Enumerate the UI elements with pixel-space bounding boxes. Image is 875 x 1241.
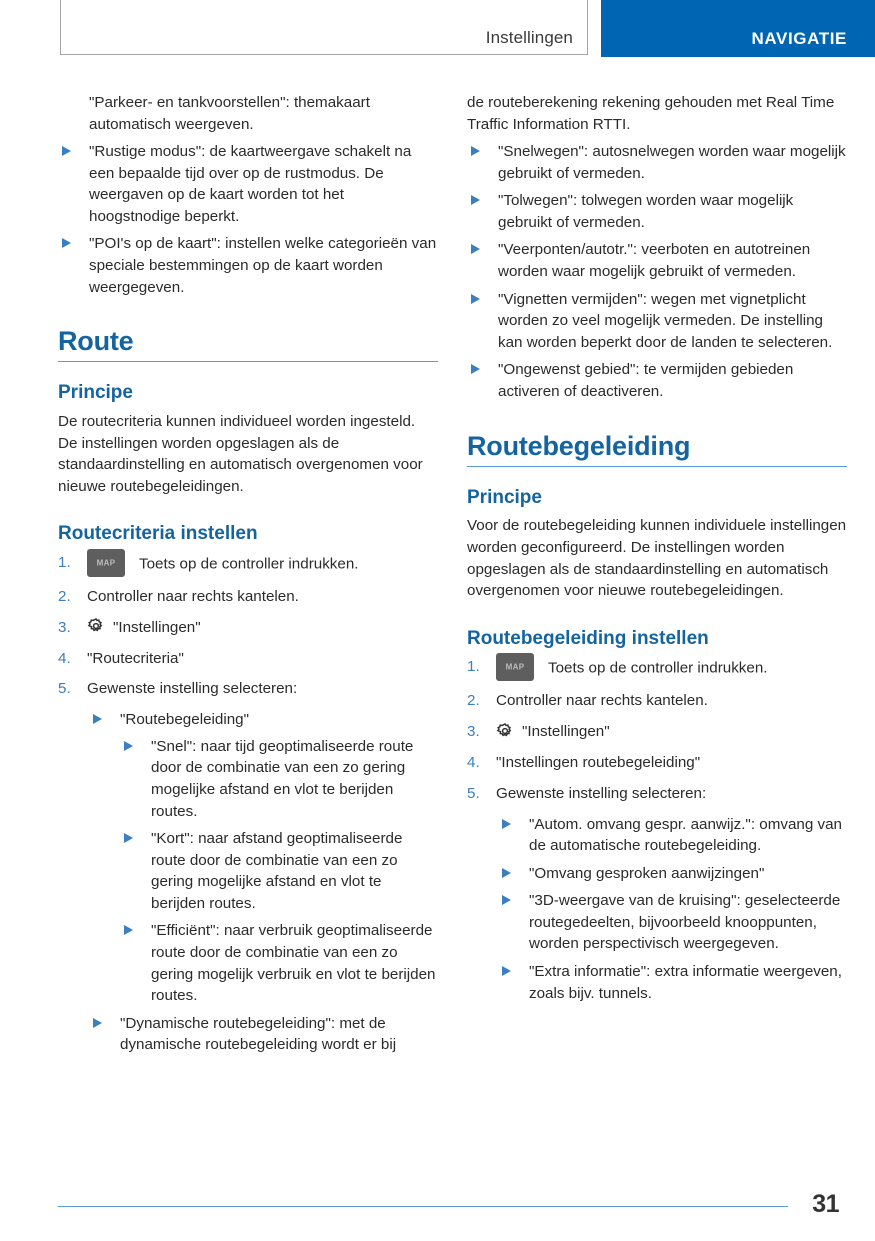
page-footer — [0, 1171, 875, 1241]
triangle-bullet-icon — [124, 833, 133, 843]
list-item — [498, 890, 847, 955]
step-item — [467, 721, 847, 743]
step-item — [467, 752, 847, 774]
map-key-label: MAP — [96, 558, 116, 568]
triangle-bullet-icon — [471, 364, 480, 374]
step-item — [467, 783, 847, 805]
page-header — [0, 0, 875, 58]
step-item — [467, 656, 847, 681]
step-item — [58, 648, 438, 670]
triangle-bullet-icon — [502, 966, 511, 976]
list-item-text: "Parkeer- en tankvoorstellen": themakaart automatisch weergeven. — [89, 94, 370, 133]
list-item — [120, 920, 438, 1006]
list-item — [89, 1013, 438, 1056]
triangle-bullet-icon — [502, 895, 511, 905]
footer-rule — [58, 1206, 788, 1207]
step-text: "Routecriteria" — [87, 649, 184, 667]
list-item — [58, 92, 438, 135]
list-item-text: "Snel": naar tijd geoptimaliseerde route door de combinatie van een zo gering mogelijke afstand en vlot te berijden routes. — [151, 737, 414, 820]
list-item-text: "Omvang gesproken aanwijzingen" — [529, 864, 765, 882]
principe-paragraph: Voor de routebegeleiding kunnen individuele instellingen worden geconfigureerd. De instellingen worden opgeslagen als de standaardinstelling en automatisch overgenomen voor nieuwe routebegeleidingen. — [467, 517, 847, 600]
header-tab-navigation-label: NAVIGATIE — [751, 29, 847, 48]
triangle-bullet-icon — [471, 294, 480, 304]
chapter-title-routebegeleiding: Routebegeleiding — [467, 430, 691, 461]
list-item — [89, 709, 438, 1007]
chapter-rule — [467, 466, 847, 467]
principe-paragraph: De routecriteria kunnen individueel worden ingesteld. De instellingen worden opgeslagen als de standaardinstelling en automatisch overgenomen voor nieuwe routebegeleidingen. — [58, 413, 423, 495]
step-item — [58, 678, 438, 700]
header-tab-navigation[interactable] — [601, 0, 875, 57]
step-text: Controller naar rechts kantelen. — [496, 692, 708, 710]
list-item — [120, 828, 438, 914]
step-text: Controller naar rechts kantelen. — [87, 588, 299, 606]
triangle-bullet-icon — [124, 741, 133, 751]
sub-bullet-list-routebegeleiding — [498, 814, 847, 1005]
step-text: Toets op de controller indrukken. — [139, 555, 359, 573]
list-item-text: "Autom. omvang gespr. aanwijz.": omvang van de automatische routebegeleiding. — [529, 815, 843, 855]
list-item-text: "POI's op de kaart": instellen welke categorieën van speciale bestemmingen op de kaart worden weergegeven. — [89, 235, 437, 296]
list-item-text: "Dynamische routebegeleiding": met de dynamische routebegeleiding wordt er bij — [120, 1014, 397, 1054]
chapter-rule — [58, 361, 438, 362]
step-text: Toets op de controller indrukken. — [548, 660, 768, 678]
triangle-bullet-icon — [471, 244, 480, 254]
map-key-icon[interactable] — [496, 653, 534, 681]
list-item — [467, 141, 847, 184]
list-item-text: "Tolwegen": tolwegen worden waar mogelijk gebruikt of vermeden. — [498, 192, 794, 231]
nested-bullet-list — [120, 736, 438, 1007]
step-text: "Instellingen" — [113, 619, 201, 637]
triangle-bullet-icon — [471, 195, 480, 205]
list-item-text: "Routebegeleiding" — [120, 711, 250, 729]
step-item — [58, 617, 438, 639]
list-item — [498, 961, 847, 1004]
list-item — [467, 289, 847, 354]
list-item — [467, 239, 847, 282]
list-item-text: "Extra informatie": extra informatie weergeven, zoals bijv. tunnels. — [529, 963, 842, 1002]
list-item-text: "Snelwegen": autosnelwegen worden waar mogelijk gebruikt of vermeden. — [498, 143, 846, 182]
list-item-text: "Kort": naar afstand geoptimaliseerde route door de combinatie van een zo gering mogelijke afstand en vlot te berijden routes. — [151, 830, 403, 912]
triangle-bullet-icon — [502, 819, 511, 829]
header-tab-settings-label: Instellingen — [485, 28, 573, 47]
map-key-label: MAP — [505, 662, 525, 672]
step-text: "Instellingen routebegeleiding" — [496, 754, 701, 772]
triangle-bullet-icon — [93, 714, 102, 724]
page-number: 31 — [812, 1190, 839, 1218]
step-text: Gewenste instelling selecteren: — [87, 680, 298, 698]
step-text: "Instellingen" — [522, 723, 610, 741]
steps-list-routecriteria — [58, 552, 438, 700]
continued-bullet-list — [58, 92, 438, 298]
gear-icon[interactable] — [496, 722, 514, 740]
right-column — [467, 92, 847, 1010]
triangle-bullet-icon — [124, 925, 133, 935]
list-item-text: "Efficiënt": naar verbruik geoptimaliseerde route door de combinatie van een zo gering mogelijk verbruik en vlot te berijden routes. — [151, 922, 436, 1005]
heading-principe: Principe — [58, 382, 133, 404]
list-item — [498, 814, 847, 857]
heading-routebegeleiding-instellen: Routebegeleiding instellen — [467, 627, 709, 649]
continued-paragraph: de routeberekening rekening gehouden met Real Time Traffic Information RTTI. — [467, 94, 835, 133]
gear-icon[interactable] — [87, 617, 105, 635]
triangle-bullet-icon — [471, 146, 480, 156]
triangle-bullet-icon — [93, 1018, 102, 1028]
heading-routecriteria-instellen: Routecriteria instellen — [58, 523, 258, 545]
list-item-text: "Vignetten vermijden": wegen met vignetplicht worden zo veel mogelijk vermeden. De instelling kan worden beperkt door de landen te selecteren. — [498, 290, 833, 351]
heading-principe: Principe — [467, 486, 542, 508]
step-text: Gewenste instelling selecteren: — [496, 784, 707, 802]
step-item — [58, 586, 438, 608]
left-column — [58, 92, 438, 1062]
list-item — [467, 190, 847, 233]
list-item-text: "Ongewenst gebied": te vermijden gebieden activeren of deactiveren. — [498, 361, 794, 400]
list-item — [58, 233, 438, 298]
list-item-text: "3D-weergave van de kruising": geselecteerde routegedeelten, bijvoorbeeld knooppunten, worden perspectivisch weergegeven. — [529, 892, 841, 953]
map-key-icon[interactable] — [87, 549, 125, 577]
chapter-title-route: Route — [58, 326, 134, 357]
list-item — [498, 863, 847, 885]
sub-bullet-list-routecriteria — [89, 709, 438, 1056]
list-item-text: "Veerponten/autotr.": veerboten en autotreinen worden waar mogelijk gebruikt of vermeden. — [498, 241, 811, 281]
bullet-list-routecriteria-options — [467, 141, 847, 402]
triangle-bullet-icon — [502, 868, 511, 878]
triangle-bullet-icon — [62, 238, 71, 248]
header-tab-settings[interactable] — [60, 0, 588, 55]
list-item — [120, 736, 438, 822]
list-item — [58, 141, 438, 227]
list-item — [467, 359, 847, 402]
step-item — [467, 690, 847, 712]
list-item-text: "Rustige modus": de kaartweergave schakelt na een bepaalde tijd over op de rustmodus. De weergaven op de kaart worden tot het hoogstnodige beperkt. — [89, 143, 412, 225]
triangle-bullet-icon — [62, 146, 71, 156]
steps-list-routebegeleiding — [467, 656, 847, 804]
step-item — [58, 552, 438, 577]
